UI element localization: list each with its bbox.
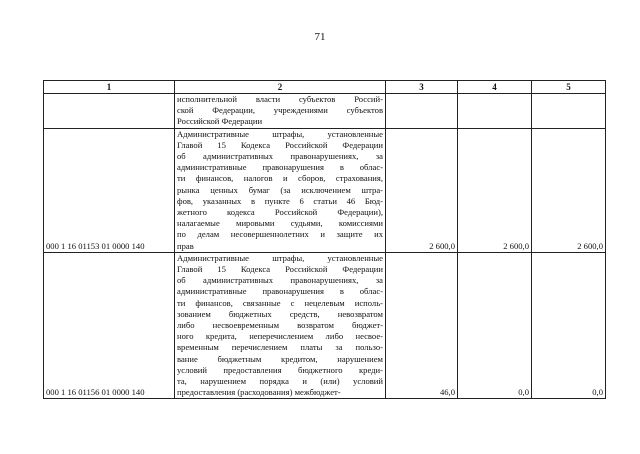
description-line: либо несвоевременным возвратом бюджет- [177, 320, 383, 331]
description-line: рынка ценных бумаг (за исключением штра- [177, 184, 383, 195]
description-line: Российской Федерации [177, 116, 263, 127]
description-line: налагаемые мировыми судьями, комиссиями [177, 218, 383, 229]
amount-cell-col-4: 0,0 [458, 252, 532, 399]
amount-cell-col-4 [458, 94, 532, 129]
description-line: временным перечислением платы за пользо- [177, 342, 383, 353]
table-row [44, 94, 606, 129]
amount-cell-col-3 [386, 94, 458, 129]
description-line: Административные штрафы, установленные [177, 252, 383, 263]
description-line: административные правонарушения в облас- [177, 286, 383, 297]
description-line: ской Федерации, учреждениями субъектов [177, 105, 383, 116]
table-row [44, 128, 606, 252]
column-header-2: 2 [175, 81, 386, 94]
description-line: условий предоставления бюджетного креди- [177, 364, 383, 375]
amount-cell-col-4: 2 600,0 [458, 128, 532, 252]
amount-cell-col-3: 2 600,0 [386, 128, 458, 252]
description-line: прав [177, 240, 194, 251]
description-line: Административные штрафы, установленные [177, 128, 383, 139]
description-line: ного кредита, неперечислением либо несвое- [177, 331, 383, 342]
budget-table [43, 80, 606, 399]
description-line: та, нарушением порядка и (или) условий [177, 376, 383, 387]
description-cell [175, 94, 386, 129]
column-header-3: 3 [386, 81, 458, 94]
description-line: исполнительной власти субъектов Россий- [177, 94, 383, 104]
description-line: жетного кодекса Российской Федерации), [177, 207, 383, 218]
description-line: фов, указанных в пункте 6 статьи 46 Бюд- [177, 195, 383, 206]
description-line: Главой 15 Кодекса Российской Федерации [177, 139, 383, 150]
table-row [44, 252, 606, 399]
amount-cell-col-5: 0,0 [532, 252, 606, 399]
amount-cell-col-3: 46,0 [386, 252, 458, 399]
description-line: административные правонарушения в облас- [177, 162, 383, 173]
budget-code-cell: 000 1 16 01153 01 0000 140 [44, 128, 175, 252]
amount-cell-col-5: 2 600,0 [532, 128, 606, 252]
amount-cell-col-5 [532, 94, 606, 129]
budget-code-cell: 000 1 16 01156 01 0000 140 [44, 252, 175, 399]
description-line: зованием бюджетных средств, невозвратом [177, 308, 383, 319]
description-cell [175, 128, 386, 252]
description-line: Главой 15 Кодекса Российской Федерации [177, 264, 383, 275]
column-header-5: 5 [532, 81, 606, 94]
column-header-1: 1 [44, 81, 175, 94]
description-line: предоставления (расходования) межбюджет- [177, 387, 341, 398]
description-line: ти финансов, связанные с нецелевым исполь- [177, 297, 383, 308]
column-header-4: 4 [458, 81, 532, 94]
description-line: об административных правонарушениях, за [177, 275, 383, 286]
page-number: 71 [314, 31, 326, 43]
description-line: вание бюджетным кредитом, нарушением [177, 353, 383, 364]
description-line: по делам несовершеннолетних и защите их [177, 229, 383, 240]
description-line: ти финансов, налогов и сборов, страхования, [177, 173, 383, 184]
description-cell [175, 252, 386, 399]
budget-code-cell [44, 94, 175, 129]
table-header-row [44, 81, 606, 94]
description-line: об административных правонарушениях, за [177, 151, 383, 162]
